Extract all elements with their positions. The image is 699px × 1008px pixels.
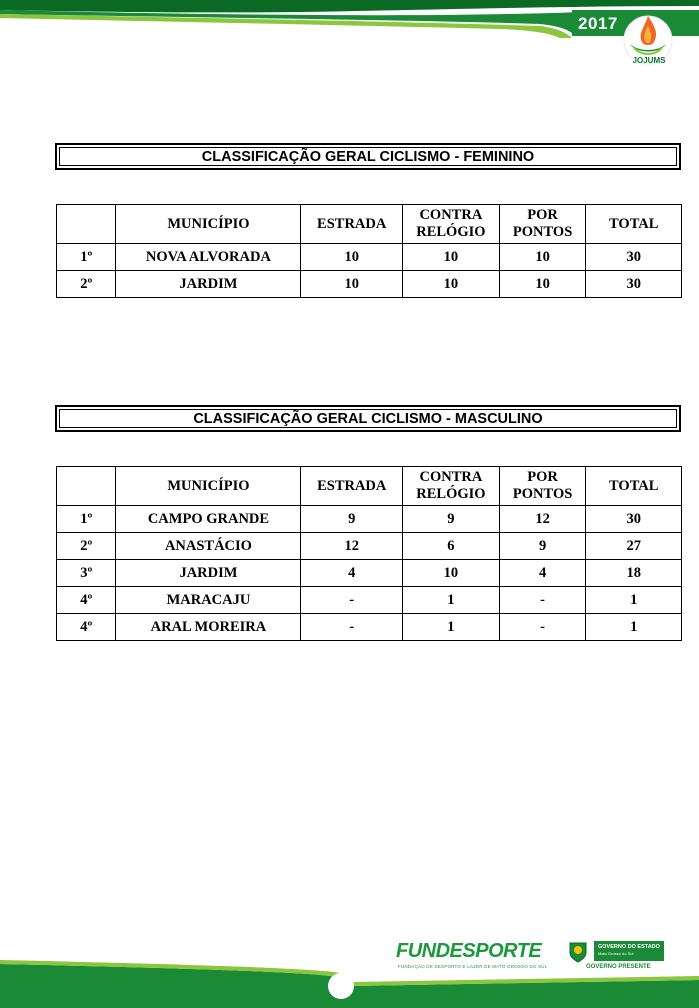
cell-pos: 4º [57,587,116,614]
table-row [57,560,682,587]
logo-text: JOJUMS [632,56,666,65]
cell-estrada: - [301,587,403,614]
col-estrada: ESTRADA [301,205,403,244]
col-position [57,205,116,244]
cell-por-pontos: 4 [499,560,586,587]
header-banner [0,0,699,80]
cell-total: 1 [586,614,682,641]
fundesporte-subtitle: FUNDAÇÃO DE DESPORTO E LAZER DE MATO GROSSO DO SUL [398,964,548,969]
cell-estrada: 4 [301,560,403,587]
cell-contra-relogio: 10 [403,271,500,298]
col-total: TOTAL [586,205,682,244]
cell-estrada: 9 [301,506,403,533]
cell-total: 18 [586,560,682,587]
header-year: 2017 [578,14,618,33]
cell-total: 30 [586,244,682,271]
col-total: TOTAL [586,467,682,506]
results-table-masculino [56,466,682,641]
section-title-masculino: CLASSIFICAÇÃO GERAL CICLISMO - MASCULINO [55,405,681,432]
governo-logo [594,941,664,961]
col-municipio: MUNICÍPIO [116,205,301,244]
cell-estrada: - [301,614,403,641]
table-row [57,271,682,298]
cell-por-pontos: 10 [499,244,586,271]
cell-por-pontos: - [499,587,586,614]
table-row [57,533,682,560]
governo-subtitle: Mato Grosso do Sul [598,951,634,956]
cell-total: 27 [586,533,682,560]
cell-estrada: 10 [301,271,403,298]
state-coat-of-arms-icon [568,941,588,963]
cell-contra-relogio: 6 [403,533,500,560]
cell-estrada: 10 [301,244,403,271]
cell-por-pontos: 10 [499,271,586,298]
cell-pos: 4º [57,614,116,641]
cell-pos: 3º [57,560,116,587]
col-contra-relogio: CONTRA RELÓGIO [403,205,500,244]
cell-total: 30 [586,271,682,298]
col-estrada: ESTRADA [301,467,403,506]
cell-contra-relogio: 10 [403,244,500,271]
col-position [57,467,116,506]
cell-estrada: 12 [301,533,403,560]
col-por-pontos: POR PONTOS [499,205,586,244]
cell-municipio: JARDIM [116,560,301,587]
cell-contra-relogio: 10 [403,560,500,587]
cell-pos: 2º [57,271,116,298]
cell-pos: 2º [57,533,116,560]
cell-municipio: MARACAJU [116,587,301,614]
governo-presente: GOVERNO PRESENTE [586,964,651,970]
cell-municipio: JARDIM [116,271,301,298]
cell-por-pontos: - [499,614,586,641]
cell-contra-relogio: 9 [403,506,500,533]
cell-por-pontos: 12 [499,506,586,533]
cell-pos: 1º [57,506,116,533]
section-title-feminino: CLASSIFICAÇÃO GERAL CICLISMO - FEMININO [55,143,681,170]
cell-pos: 1º [57,244,116,271]
cell-municipio: NOVA ALVORADA [116,244,301,271]
col-por-pontos: POR PONTOS [499,467,586,506]
governo-title: GOVERNO DO ESTADO [598,944,660,950]
col-municipio: MUNICÍPIO [116,467,301,506]
table-row [57,506,682,533]
table-header-row [57,205,682,244]
col-contra-relogio: CONTRA RELÓGIO [403,467,500,506]
cell-por-pontos: 9 [499,533,586,560]
cell-contra-relogio: 1 [403,614,500,641]
cell-municipio: ANASTÁCIO [116,533,301,560]
table-row [57,614,682,641]
table-header-row [57,467,682,506]
cell-municipio: CAMPO GRANDE [116,506,301,533]
cell-total: 1 [586,587,682,614]
results-table-feminino [56,204,682,298]
fundesporte-logo: FUNDESPORTE [396,940,542,962]
table-row [57,587,682,614]
cell-total: 30 [586,506,682,533]
cell-contra-relogio: 1 [403,587,500,614]
cell-municipio: ARAL MOREIRA [116,614,301,641]
table-row [57,244,682,271]
